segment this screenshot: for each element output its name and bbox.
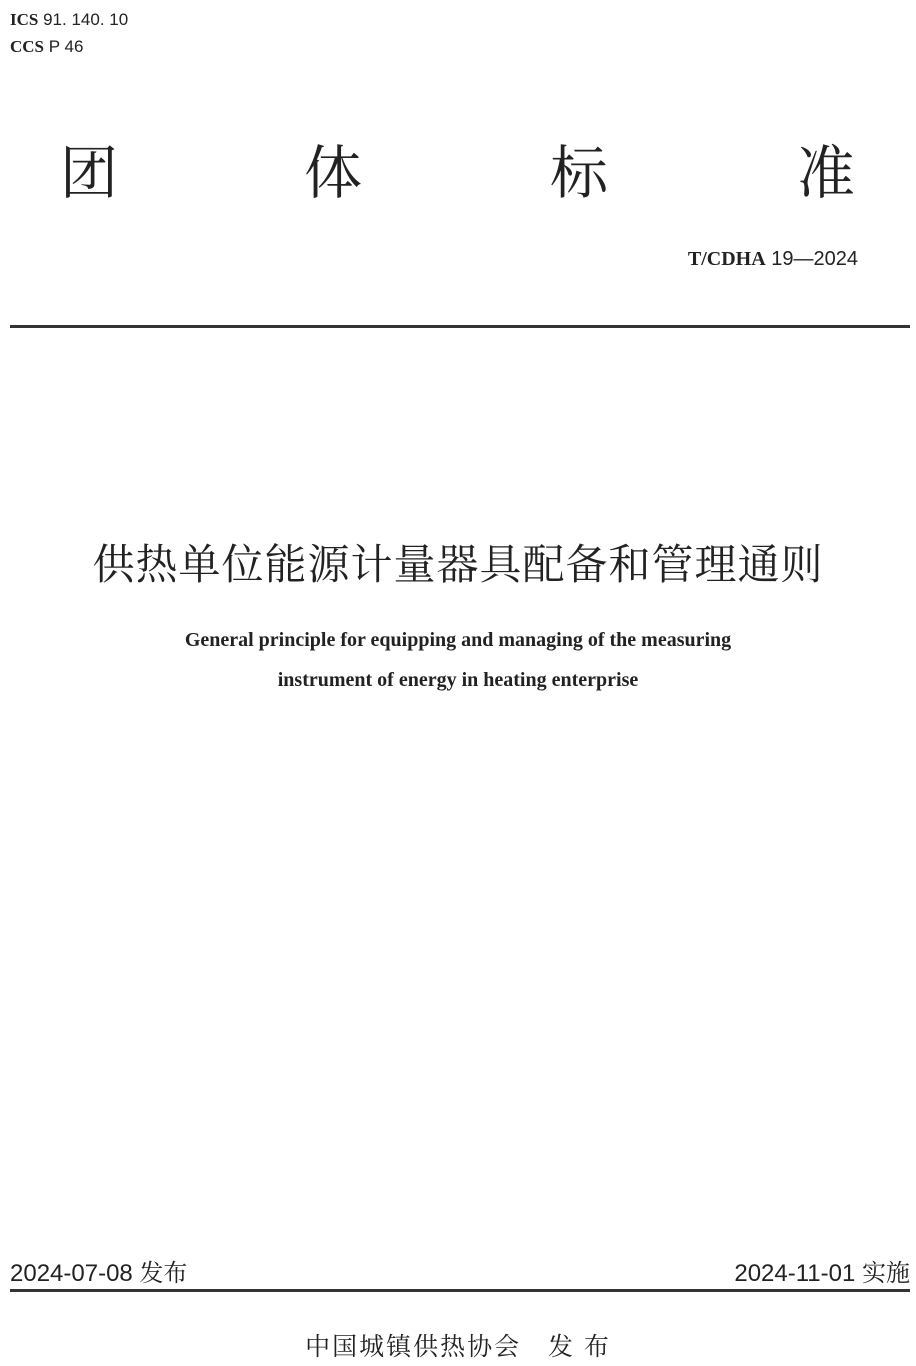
ics-code: ICS 91. 140. 10 <box>10 10 129 29</box>
header-char-1: 团 <box>60 139 119 207</box>
chinese-title: 供热单位能源计量器具配备和管理通则 <box>92 540 824 589</box>
english-title-line-2: instrument of energy in heating enterprise <box>277 669 639 691</box>
publisher: 中国城镇供热协会 发 布 <box>305 1333 611 1361</box>
header-char-4: 准 <box>797 139 856 207</box>
implementation-date: 2024-11-01 实施 <box>734 1260 910 1287</box>
english-title-line-1: General principle for equipping and managing of the measuring <box>184 629 732 651</box>
issue-date: 2024-07-08 发布 <box>10 1260 188 1287</box>
standard-number: T/CDHA 19—2024 <box>687 248 858 270</box>
classification-codes <box>10 6 128 60</box>
top-divider <box>10 325 910 328</box>
bottom-divider <box>10 1289 910 1292</box>
header-char-2: 体 <box>304 139 363 207</box>
ccs-code: CCS P 46 <box>10 37 84 56</box>
header-char-3: 标 <box>550 139 609 207</box>
english-title <box>0 620 916 700</box>
